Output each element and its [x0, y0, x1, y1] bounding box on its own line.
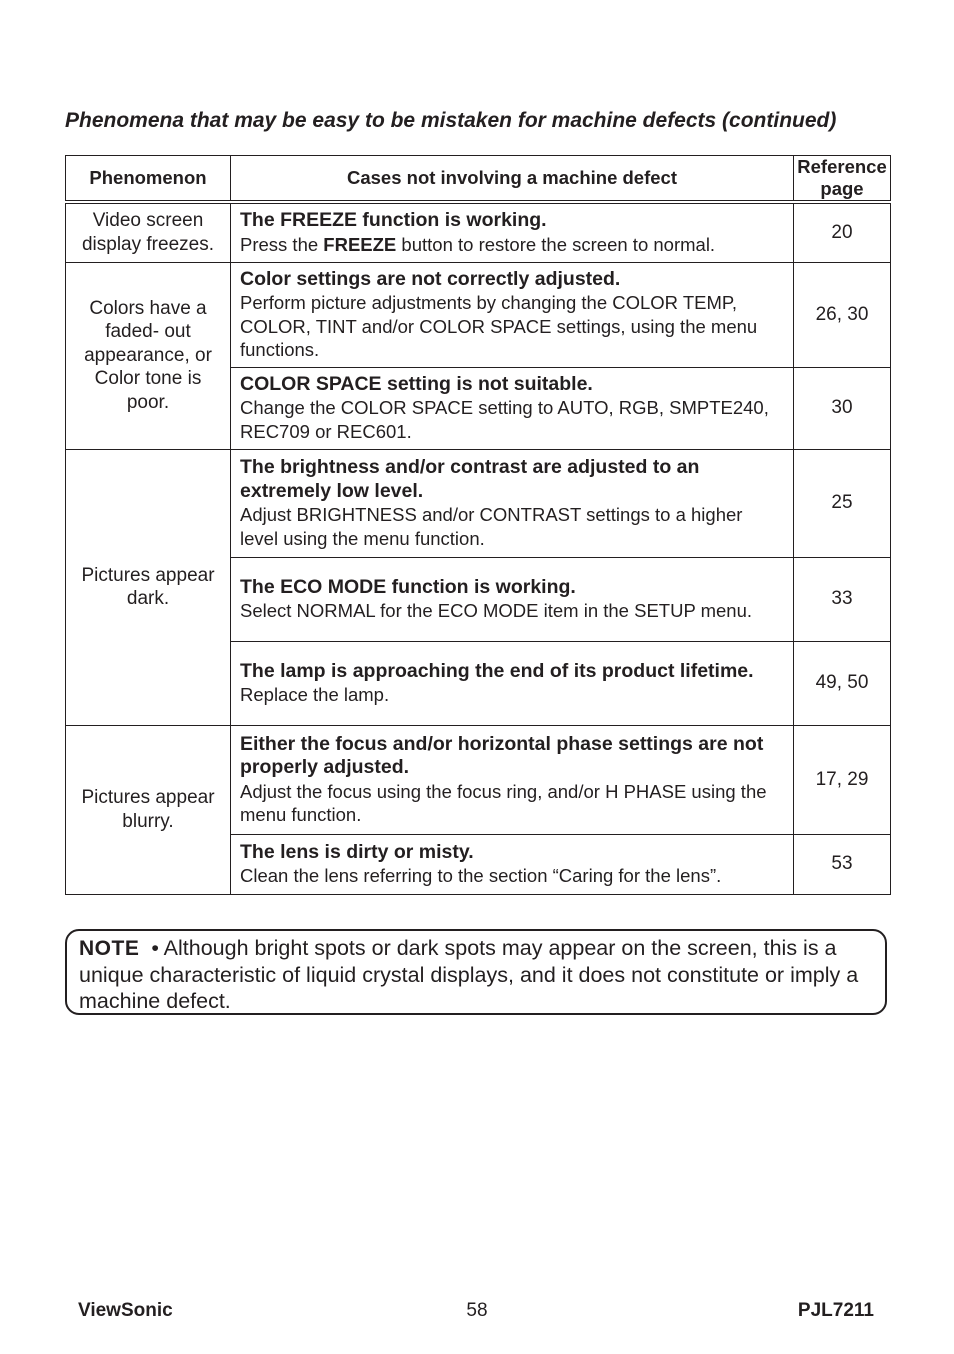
header-cases: Cases not involving a machine defect [231, 156, 794, 203]
case-cell [231, 449, 794, 557]
reference-page-cell: 49, 50 [794, 641, 891, 725]
case-title: The brightness and/or contrast are adjusted to an extremely low level. [240, 456, 700, 502]
reference-page-cell: 25 [794, 449, 891, 557]
case-title: The ECO MODE function is working. [240, 575, 576, 598]
page-heading: Phenomena that may be easy to be mistaken for machine defects (continued) [65, 109, 837, 132]
table-header-row [66, 156, 891, 203]
reference-page-cell: 17, 29 [794, 725, 891, 834]
case-cell [231, 367, 794, 449]
case-cell [231, 725, 794, 834]
reference-page-cell: 20 [794, 202, 891, 262]
reference-page-cell: 26, 30 [794, 262, 891, 367]
reference-page-cell: 33 [794, 557, 891, 641]
case-title: Color settings are not correctly adjusted. [240, 267, 621, 290]
footer-brand: ViewSonic [78, 1300, 173, 1321]
table-row [66, 725, 891, 834]
table-row [66, 262, 891, 367]
phenomenon-cell: Pictures appear dark. [66, 449, 231, 725]
phenomenon-cell: Pictures appear blurry. [66, 725, 231, 894]
case-cell [231, 557, 794, 641]
case-text-part: button to restore the screen to normal. [396, 233, 716, 255]
case-text-part: Press the [240, 233, 324, 255]
header-reference-page: Reference page [794, 156, 891, 203]
note-label: NOTE [79, 937, 140, 960]
case-text [240, 233, 785, 257]
note-text: • Although bright spots or dark spots may appear on the screen, this is a unique characteristic of liquid crystal displays, and it does not constitute or imply a machine defect. [79, 936, 859, 1013]
case-title: Either the focus and/or horizontal phase settings are not properly adjusted. [240, 732, 764, 778]
reference-page-cell: 30 [794, 367, 891, 449]
note-box [65, 929, 887, 1015]
case-text: Adjust BRIGHTNESS and/or CONTRAST settings to a higher level using the menu function. [240, 504, 743, 549]
case-text-bold: FREEZE [323, 233, 397, 255]
footer-model: PJL7211 [797, 1300, 874, 1321]
case-title: COLOR SPACE setting is not suitable. [240, 372, 593, 395]
case-cell [231, 834, 794, 894]
header-phenomenon: Phenomenon [66, 156, 231, 203]
case-text: Select NORMAL for the ECO MODE item in the SETUP menu. [240, 600, 753, 621]
case-text: Clean the lens referring to the section “Caring for the lens”. [240, 865, 722, 886]
case-cell [231, 262, 794, 367]
case-cell [231, 202, 794, 262]
case-title: The lamp is approaching the end of its product lifetime. [240, 659, 754, 682]
case-title: The lens is dirty or misty. [240, 840, 474, 863]
troubleshooting-table [65, 155, 891, 895]
case-text: Adjust the focus using the focus ring, and/or H PHASE using the menu function. [240, 780, 767, 825]
phenomenon-cell: Colors have a faded- out appearance, or Color tone is poor. [66, 262, 231, 449]
table-row [66, 449, 891, 557]
case-text: Change the COLOR SPACE setting to AUTO, RGB, SMPTE240, REC709 or REC601. [240, 397, 769, 442]
footer-page-number: 58 [466, 1300, 488, 1321]
table-row [66, 202, 891, 262]
case-text: Perform picture adjustments by changing the COLOR TEMP, COLOR, TINT and/or COLOR SPACE settings, using the menu functions. [240, 292, 758, 360]
case-title: The FREEZE function is working. [240, 209, 547, 232]
phenomenon-cell: Video screen display freezes. [66, 202, 231, 262]
case-text: Replace the lamp. [240, 684, 390, 705]
reference-page-cell: 53 [794, 834, 891, 894]
case-cell [231, 641, 794, 725]
